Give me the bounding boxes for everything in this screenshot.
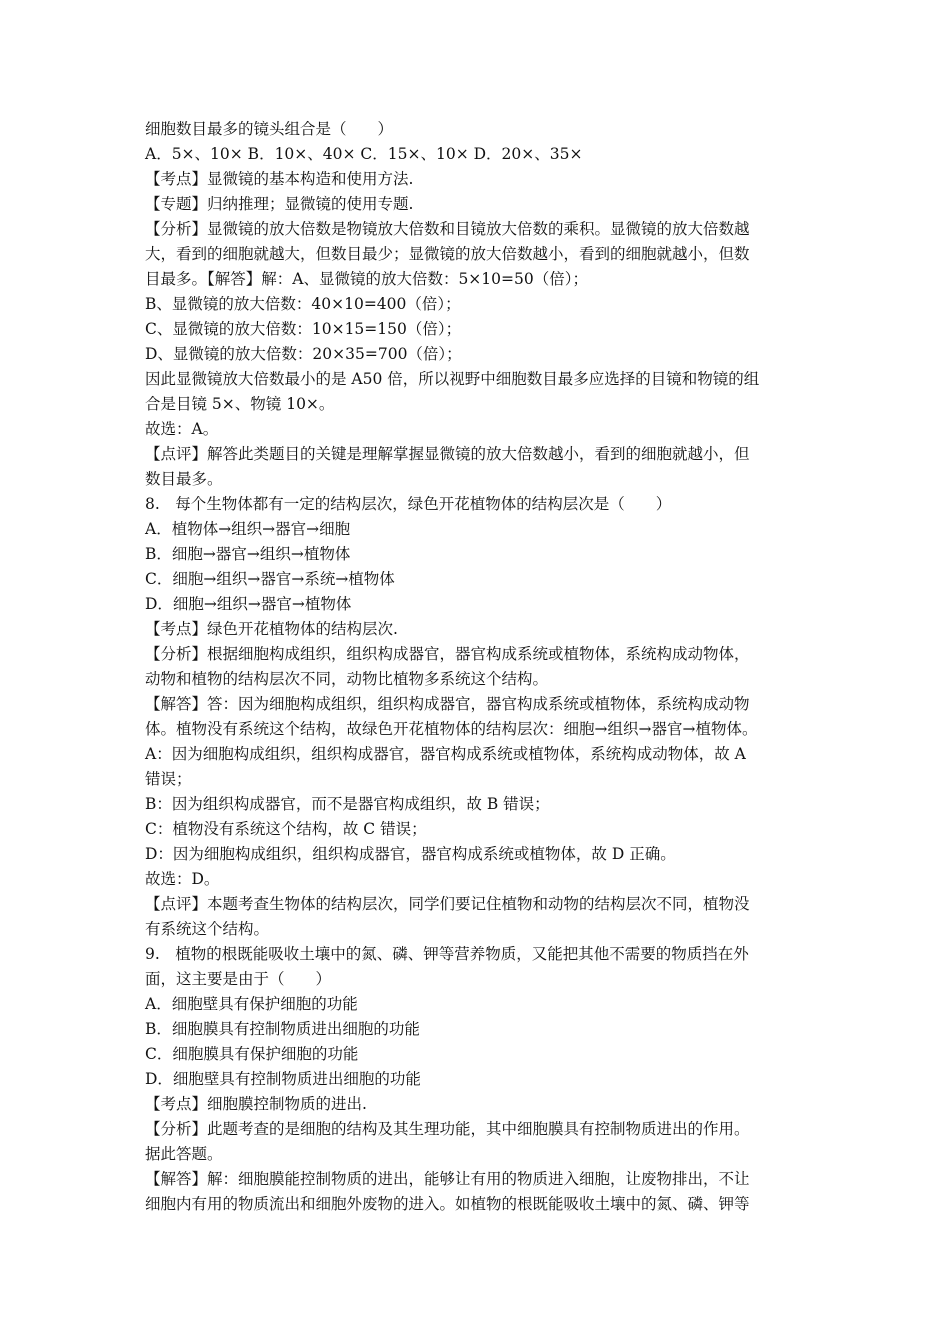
text-line: 【解答】解：细胞膜能控制物质的进出，能够让有用的物质进入细胞，让废物排出，不让	[145, 1170, 750, 1188]
text-line: B：因为组织构成器官，而不是器官构成组织，故 B 错误；	[145, 795, 550, 813]
text-line: C．细胞膜具有保护细胞的功能	[145, 1045, 359, 1063]
text-line: 因此显微镜放大倍数最小的是 A50 倍，所以视野中细胞数目最多应选择的目镜和物镜的组	[145, 370, 760, 388]
text-line: 【考点】绿色开花植物体的结构层次.	[145, 620, 398, 638]
text-line: 大，看到的细胞就越大，但数目最少；显微镜的放大倍数越小，看到的细胞就越小，但数	[145, 245, 750, 263]
text-line: A．5×、10× B．10×、40× C．15×、10× D．20×、35×	[145, 145, 583, 163]
text-line: 细胞数目最多的镜头组合是（ ）	[145, 120, 394, 138]
text-line: 细胞内有用的物质流出和细胞外废物的进入。如植物的根既能吸收土壤中的氮、磷、钾等	[145, 1195, 750, 1213]
text-line: 【分析】此题考查的是细胞的结构及其生理功能，其中细胞膜具有控制物质进出的作用。	[145, 1120, 750, 1138]
text-line: D：因为细胞构成组织，组织构成器官，器官构成系统或植物体，故 D 正确。	[145, 845, 676, 863]
text-line: 【解答】答：因为细胞构成组织，组织构成器官，器官构成系统或植物体，系统构成动物	[145, 695, 750, 713]
text-line: 【考点】显微镜的基本构造和使用方法.	[145, 170, 414, 188]
text-line: 据此答题。	[145, 1145, 223, 1163]
text-line: 合是目镜 5×、物镜 10×。	[145, 395, 335, 413]
text-line: C．细胞→组织→器官→系统→植物体	[145, 570, 395, 588]
text-line: B．细胞→器官→组织→植物体	[145, 545, 351, 563]
text-line: 故选：D。	[145, 870, 220, 888]
text-line: B．细胞膜具有控制物质进出细胞的功能	[145, 1020, 420, 1038]
text-line: D．细胞壁具有控制物质进出细胞的功能	[145, 1070, 421, 1088]
text-line: 【点评】解答此类题目的关键是理解掌握显微镜的放大倍数越小，看到的细胞就越小，但	[145, 445, 750, 463]
text-line: 目最多。【解答】解：A、显微镜的放大倍数：5×10=50（倍）；	[145, 270, 588, 288]
text-line: 有系统这个结构。	[145, 920, 270, 938]
text-line: D、显微镜的放大倍数：20×35=700（倍）；	[145, 345, 462, 363]
document-page	[145, 117, 815, 1217]
text-line: 【分析】根据细胞构成组织，组织构成器官，器官构成系统或植物体，系统构成动物体，	[145, 645, 750, 663]
text-line: 体。植物没有系统这个结构，故绿色开花植物体的结构层次：细胞→组织→器官→植物体。	[145, 720, 758, 738]
text-line: A．植物体→组织→器官→细胞	[145, 520, 351, 538]
text-line: 8. 每个生物体都有一定的结构层次，绿色开花植物体的结构层次是（ ）	[145, 495, 672, 513]
text-line: 故选：A。	[145, 420, 219, 438]
text-line: A：因为细胞构成组织，组织构成器官，器官构成系统或植物体，系统构成动物体，故 A	[145, 745, 746, 763]
text-line: 动物和植物的结构层次不同，动物比植物多系统这个结构。	[145, 670, 549, 688]
text-line: C：植物没有系统这个结构，故 C 错误；	[145, 820, 427, 838]
text-line: 【专题】归纳推理；显微镜的使用专题.	[145, 195, 414, 213]
text-line: 【点评】本题考查生物体的结构层次，同学们要记住植物和动物的结构层次不同，植物没	[145, 895, 750, 913]
text-line: 【考点】细胞膜控制物质的进出.	[145, 1095, 367, 1113]
text-line: 9. 植物的根既能吸收土壤中的氮、磷、钾等营养物质，又能把其他不需要的物质挡在外	[145, 945, 749, 963]
text-line: B、显微镜的放大倍数：40×10=400（倍）；	[145, 295, 461, 313]
text-line: 【分析】显微镜的放大倍数是物镜放大倍数和目镜放大倍数的乘积。显微镜的放大倍数越	[145, 220, 750, 238]
text-line: A．细胞壁具有保护细胞的功能	[145, 995, 358, 1013]
text-line: 错误；	[145, 770, 192, 788]
text-line: C、显微镜的放大倍数：10×15=150（倍）；	[145, 320, 462, 338]
text-line: D．细胞→组织→器官→植物体	[145, 595, 352, 613]
text-line: 面，这主要是由于（ ）	[145, 970, 332, 988]
text-line: 数目最多。	[145, 470, 223, 488]
